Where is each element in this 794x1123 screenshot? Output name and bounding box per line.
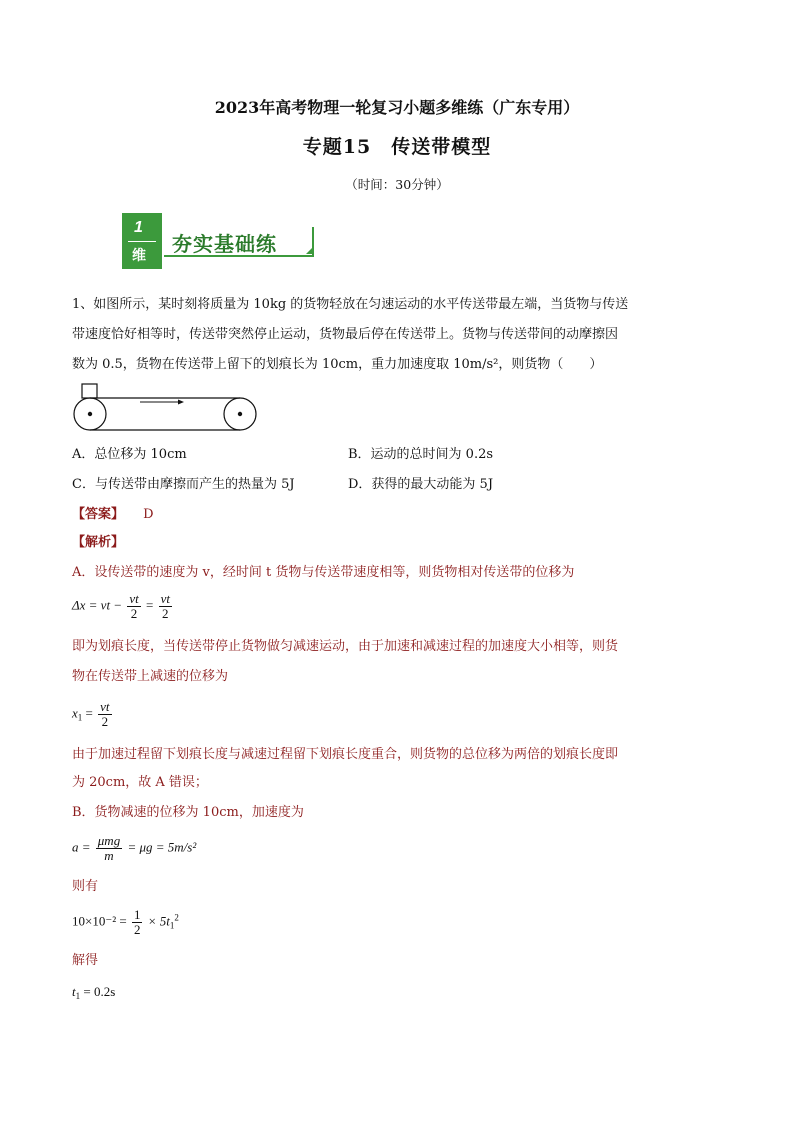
equation-time: $t_1 = 0.2s$: [72, 984, 116, 1001]
equation-displacement: 10×10⁻² = $\frac{1}{2}$ × $5t_1^2$: [72, 907, 179, 937]
answer-row: [72, 500, 732, 530]
banner-suffix: 维: [132, 248, 146, 264]
equation-delta-x: Δx = vt − $\frac{vt}{2}$ = $\frac{vt}{2}$: [72, 591, 170, 621]
time-limit: （时间：30分钟）: [345, 177, 449, 192]
analysis-b-line-1: B．货物减速的位移为 10cm，加速度为: [72, 805, 304, 820]
banner-number-block: [122, 213, 162, 269]
question-line-1: 1、如图所示，某时刻将质量为 10kg 的货物轻放在匀速运动的水平传送带最左端，当货物与传送: [72, 297, 629, 312]
answer-label: 【答案】: [72, 507, 125, 522]
analysis-label: 【解析】: [72, 535, 125, 550]
analysis-a-line-1: A．设传送带的速度为 v，经时间 t 货物与传送带速度相等，则货物相对传送带的位移为: [72, 565, 575, 580]
section-banner: [122, 213, 322, 269]
equation-acceleration: a = $\frac{\text{μmg}}{m}$ = μg = 5m/s²: [72, 833, 197, 863]
topic-title: 专题15 传送带模型: [302, 136, 492, 158]
conveyor-belt-diagram: [70, 380, 260, 436]
right-axle: [238, 412, 242, 416]
analysis-a-line-5: 为 20cm，故 A 错误；: [72, 775, 208, 790]
option-b: B．运动的总时间为 0.2s: [348, 447, 494, 462]
option-c: C．与传送带由摩擦而产生的热量为 5J: [72, 477, 295, 492]
equation-x1: $x_1$ = $\frac{vt}{2}$: [72, 699, 110, 729]
analysis-a-line-3: 物在传送带上减速的位移为: [72, 669, 229, 684]
answer-value: D: [143, 507, 154, 522]
analysis-a-line-4: 由于加速过程留下划痕长度与减速过程留下划痕长度重合，则货物的总位移为两倍的划痕长度即: [72, 747, 619, 762]
document-title: 2023年高考物理一轮复习小题多维练（广东专用）: [214, 98, 580, 117]
left-axle: [88, 412, 92, 416]
question-line-2: 带速度恰好相等时，传送带突然停止运动，货物最后停在传送带上。货物与传送带间的动摩擦因: [72, 327, 619, 342]
banner-number: 1: [134, 219, 143, 236]
option-d: D．获得的最大动能为 5J: [348, 477, 494, 492]
banner-corner-mark: [306, 247, 313, 254]
analysis-b-line-2: 则有: [72, 879, 99, 894]
cargo-box: [82, 384, 97, 398]
arrow-head: [178, 400, 184, 405]
banner-label: 夯实基础练: [172, 232, 277, 256]
banner-divider: [128, 241, 156, 242]
option-a: A．总位移为 10cm: [72, 447, 187, 462]
analysis-a-line-2: 即为划痕长度，当传送带停止货物做匀减速运动，由于加速和减速过程的加速度大小相等，则货: [72, 639, 619, 654]
analysis-b-line-3: 解得: [72, 953, 99, 968]
question-line-3: 数为 0.5，货物在传送带上留下的划痕长为 10cm，重力加速度取 10m/s²，则货物（ ）: [72, 357, 603, 372]
